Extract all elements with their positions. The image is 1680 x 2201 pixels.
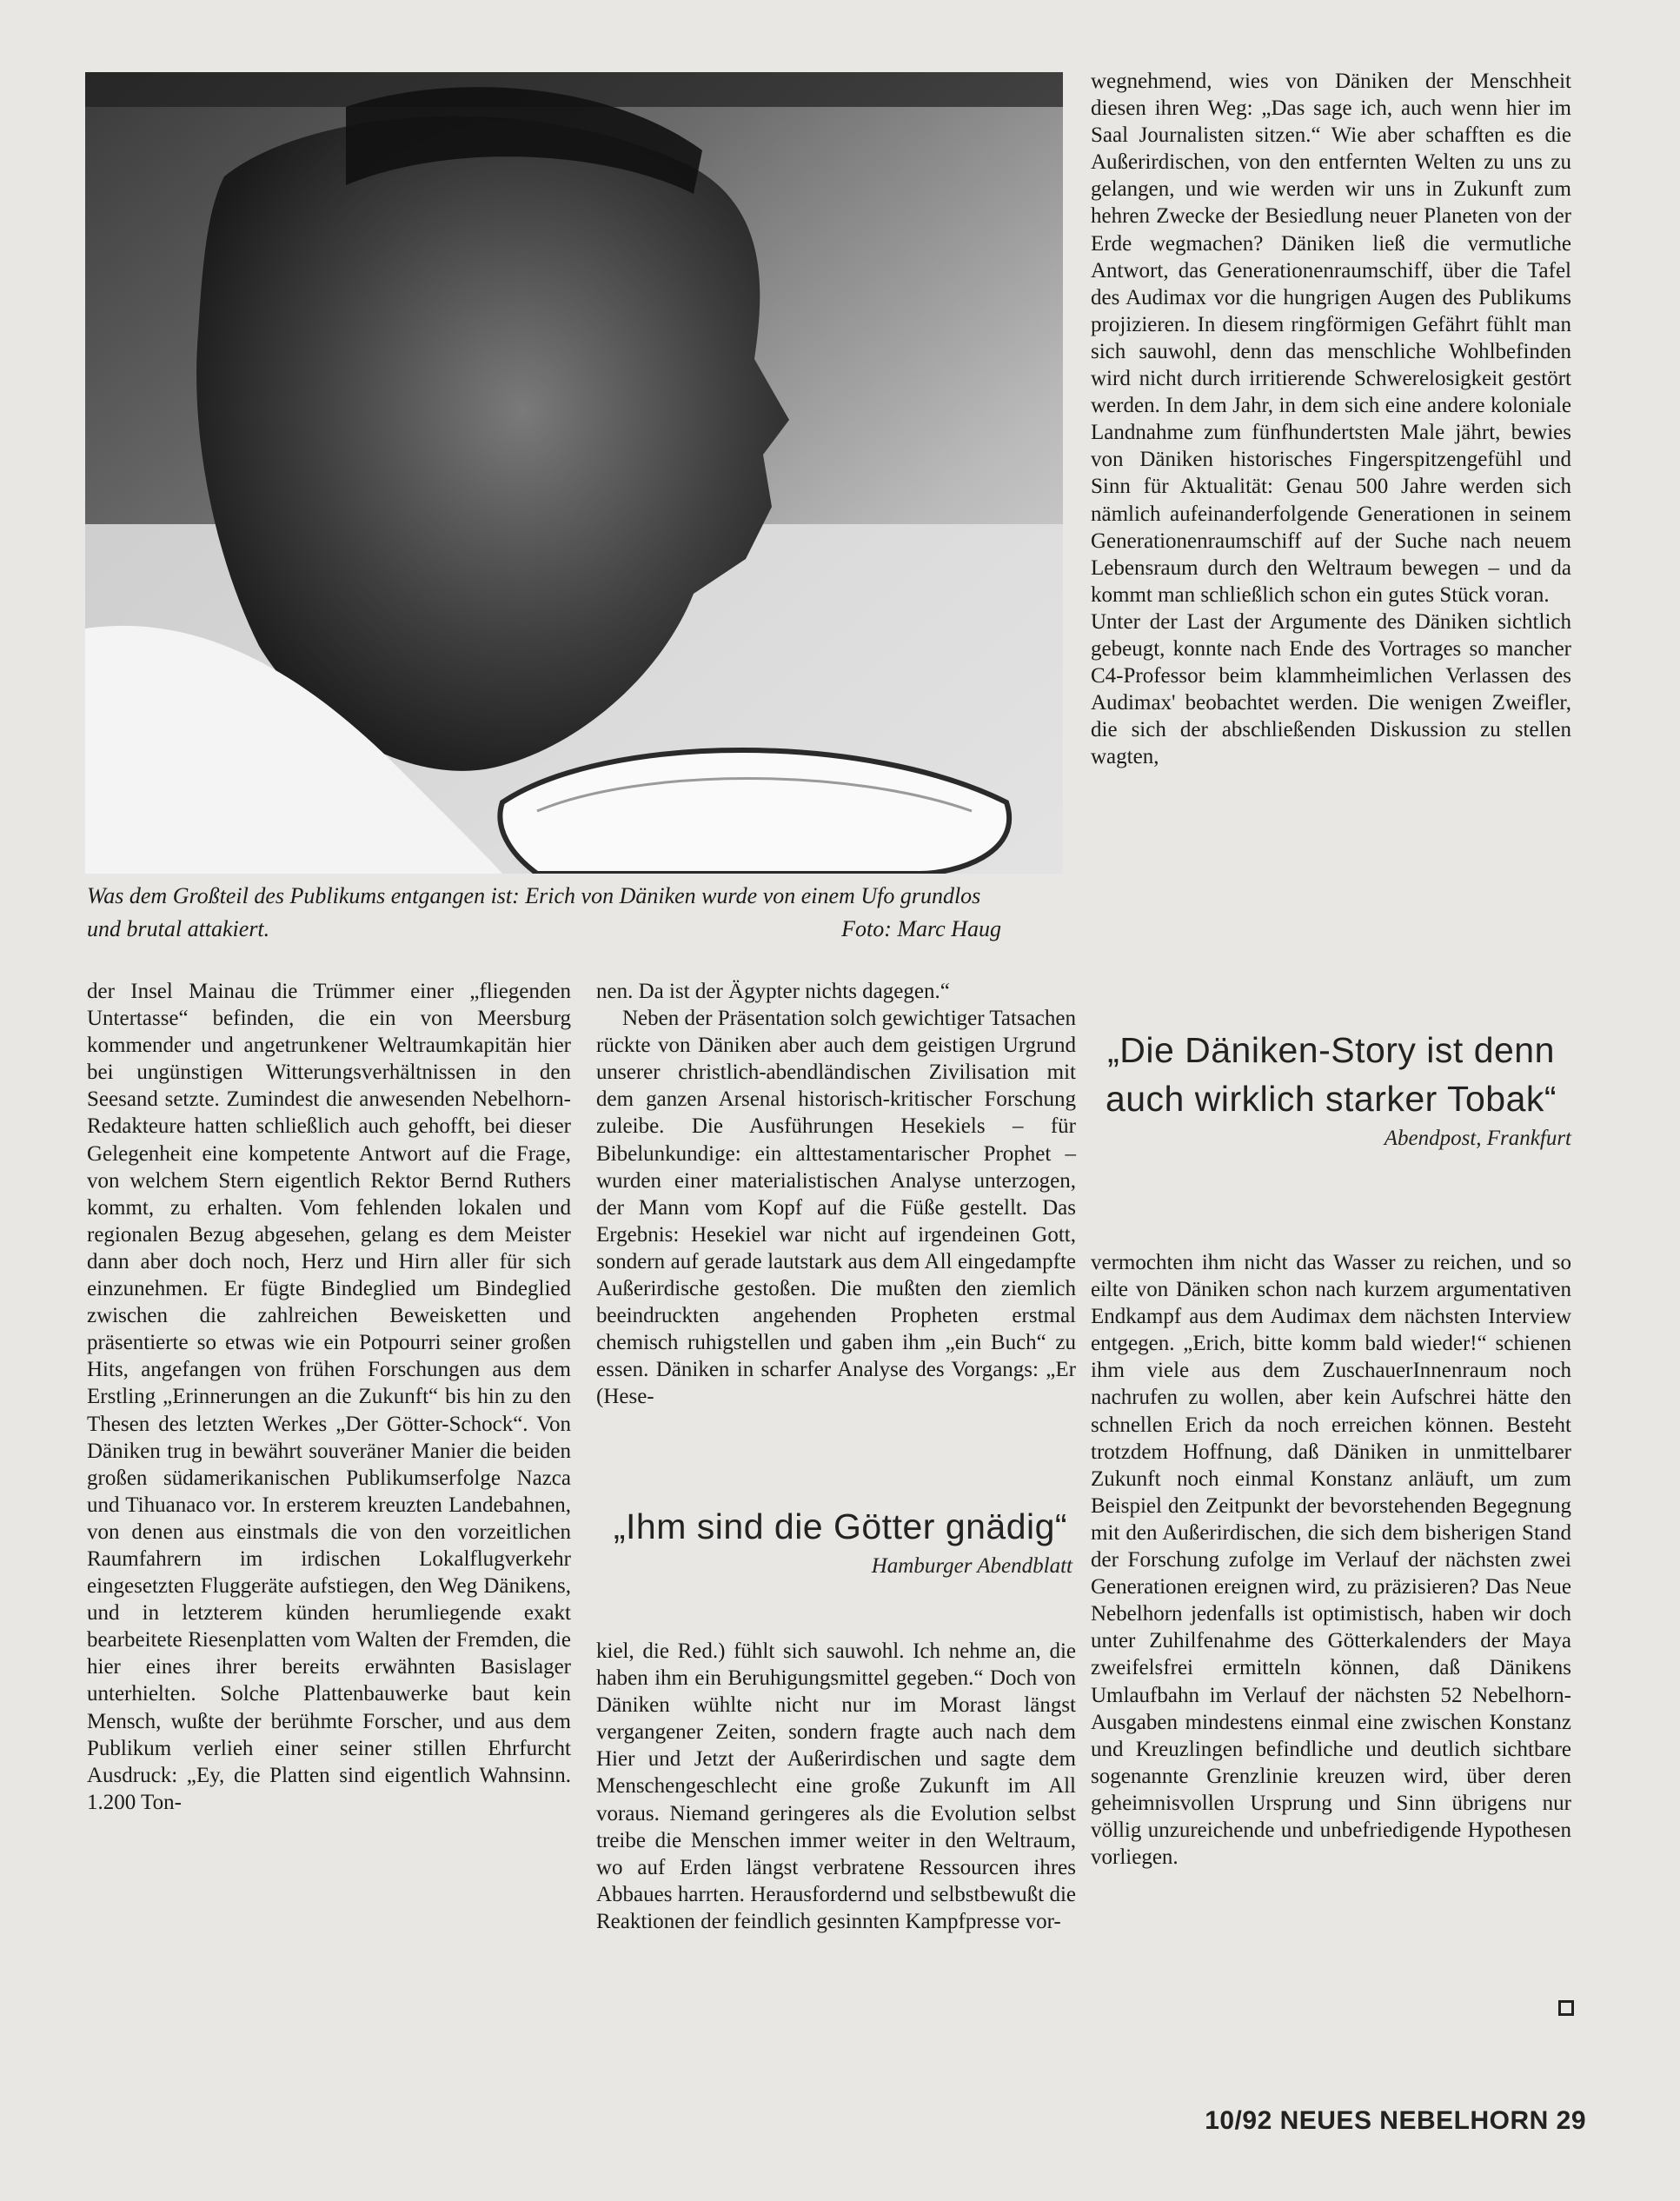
article-column-3-top xyxy=(1091,68,1571,770)
paragraph: nen. Da ist der Ägypter nichts dagegen.“ xyxy=(596,980,950,1003)
paragraph: Unter der Last der Argumente des Däniken sichtlich gebeugt, konnte nach Ende des Vortrages so mancher C4-Professor beim klammheimlichen Verlassen des Audimax' beobachtet werden. Die wenigen Zweifler, die sich der abschließenden Diskussion zu stellen wagten, xyxy=(1091,609,1571,769)
page-footer: 10/92 NEUES NEBELHORN 29 xyxy=(1205,2106,1586,2135)
article-column-2-top xyxy=(596,978,1076,1411)
caption-text: Was dem Großteil des Publikums entgangen ist: Erich von Däniken wurde von einem Ufo grundlos und brutal attakiert. xyxy=(87,883,981,941)
article-column-1 xyxy=(87,978,571,1816)
paragraph: der Insel Mainau die Trümmer einer „fliegenden Untertasse“ befinden, die ein von Meersburg kommender und angetrunkener Weltraumkapitän hier bei ungünstigen Witterungsverhältnissen in den Seesand setzte. Zumindest die anwesenden Nebelhorn-Redakteure hatten schließlich auch gehofft, bei dieser Gelegenheit eine kompetente Antwort auf die Frage, von welchem Stern eigentlich Rektor Bernd Ruthers kommt, zu erhalten. Vom fehlenden lokalen und regionalen Bezug abgesehen, gelang es dem Meister dann aber doch noch, Herz und Hirn aller für sich einzunehmen. Er fügte Bindeglied um Bindeglied zwischen die zahlreichen Beweisketten und präsentierte so etwas wie ein Potpourri seiner großen Hits, angefangen von frühen Forschungen aus dem Erstling „Erinnerungen an die Zukunft“ bis hin zu den Thesen des letzten Werkes „Der Götter-Schock“. Von Däniken trug in bewährt souveräner Manier die beiden großen südamerikanischen Publikumserfolge Nazca und Tihuanaco vor. In ersterem kreuzten Landebahnen, von denen aus einstmals die von den vorzeitlichen Raumfahrern im irdischen Lokalflugverkehr eingesetzten Fluggeräte aufstiegen, den Weg Dänikens, und in letzterem künden herumliegende exakt bearbeitete Riesenplatten vom Walten der Fremden, die hier eines ihrer bereits erwähnten Basislager unterhielten. Solche Plattenbauwerke baut kein Mensch, wußte der berühmte Forscher, und aus dem Publikum verlieh einer seiner stillen Ehrfurcht Ausdruck: „Ey, die Platten sind eigentlich Wahnsinn. 1.200 Ton- xyxy=(87,980,571,1814)
portrait-photo xyxy=(85,72,1063,874)
pull-quote-source: Abendpost, Frankfurt xyxy=(1384,1127,1571,1150)
pull-quote-1 xyxy=(608,1502,1072,1579)
paragraph: kiel, die Red.) fühlt sich sauwohl. Ich nehme an, die haben ihm ein Beruhigungsmittel gegeben.“ Doch von Däniken wühlte nicht nur im Morast längst vergangener Zeiten, sondern fragte auch nach dem Hier und Jetzt der Außerirdischen und sagte dem Menschengeschlecht eine große Zukunft im All voraus. Niemand geringeres als die Evolution selbst treibe die Menschen immer weiter in den Weltraum, wo auf Erden längst verbratene Ressourcen ihres Abbaues harrten. Herausfordernd und selbstbewußt die Reaktionen der feindlich gesinnten Kampfpresse vor- xyxy=(596,1639,1076,1933)
photo-credit: Foto: Marc Haug xyxy=(841,916,1001,941)
article-column-2-bottom xyxy=(596,1638,1076,1935)
pull-quote-2 xyxy=(1091,1026,1571,1151)
photo-caption xyxy=(87,880,999,946)
pull-quote-text: „Die Däniken-Story ist denn auch wirklich starker Tobak“ xyxy=(1105,1030,1557,1119)
end-of-article-icon xyxy=(1558,2000,1574,2016)
paragraph: wegnehmend, wies von Däniken der Menschheit diesen ihren Weg: „Das sage ich, auch wenn hier im Saal Journalisten sitzen.“ Wie aber schafften es die Außerirdischen, von den entfernten Welten zu uns zu gelangen, und wie werden wir uns in Zukunft zum hehren Zwecke der Besiedlung neuer Planeten von der Erde wegmachen? Däniken ließ die vermutliche Antwort, das Generationenraumschiff, über die Tafel des Audimax vor die hungrigen Augen des Publikums projizieren. In diesem ringförmigen Gefährt fühlt man sich sauwohl, denn das menschliche Wohlbefinden wird nicht durch irritierende Schwerelosigkeit gestört werden. In dem Jahr, in dem sich eine andere koloniale Landnahme zum fünfhundertsten Male jährt, bewies von Däniken historisches Fingerspitzengefühl und Sinn für Aktualität: Genau 500 Jahre werden sich nämlich aufeinanderfolgende Generationen in seinem Generationenraumschiff auf der Suche nach neuem Lebensraum durch den Weltraum bewegen – und da kommt man schließlich schon ein gutes Stück voran. xyxy=(1091,70,1571,607)
paragraph: vermochten ihm nicht das Wasser zu reichen, und so eilte von Däniken schon nach kurzem argumentativen Endkampf aus dem Audimax dem nächsten Interview entgegen. „Erich, bitte komm bald wieder!“ schienen ihm viele aus dem ZuschauerInnenraum noch nachrufen zu wollen, aber kein Aufschrei hätte den schnellen Erich da noch erreichen können. Besteht trotzdem Hoffnung, daß Däniken in unmittelbarer Zukunft noch einmal Konstanz anläuft, um zum Beispiel den Zeitpunkt der bevorstehenden Begegnung mit den Außerirdischen, die sich dem bisherigen Stand der Forschung zufolge im Verlauf der nächsten zwei Generationen ereignen wird, zu präzisieren? Das Neue Nebelhorn jedenfalls ist optimistisch, haben wir doch unter Zuhilfenahme des Götterkalenders der Maya zweifelsfrei ermitteln können, daß Dänikens Umlaufbahn im Verlauf der nächsten 52 Nebelhorn-Ausgaben mindestens einmal eine zwischen Konstanz und Kreuzlingen befindliche und deutlich sichtbare sogenannte Grenzlinie kreuzen wird, über deren geheimnisvollen Ursprung und Sinn übrigens nur völlig unzureichende und unbefriedigende Hypothesen vorliegen. xyxy=(1091,1251,1571,1870)
pull-quote-source: Hamburger Abendblatt xyxy=(871,1554,1072,1578)
article-column-3-bottom xyxy=(1091,1249,1571,1871)
portrait-photo-drawing xyxy=(85,72,1063,874)
pull-quote-text: „Ihm sind die Götter gnädig“ xyxy=(613,1506,1068,1546)
paragraph: Neben der Präsentation solch gewichtiger Tatsachen rückte von Däniken aber auch dem geistigen Urgrund unserer christlich-abendländischen Zivilisation mit dem ganzen Arsenal historisch-kritischer Forschung zuleibe. Die Ausführungen Hesekiels – für Bibelunkundige: ein alttestamentarischer Prophet – wurden einer materialistischen Analyse unterzogen, der Mann vom Kopf auf die Füße gestellt. Das Ergebnis: Hesekiel war nicht auf irgendeinen Gott, sondern auf gerade lautstark aus dem All eingedampfte Außerirdische gestoßen. Die mußten den ziemlich beeindruckten angehenden Propheten erstmal chemisch ruhigstellen und gaben ihm „ein Buch“ zu essen. Däniken in scharfer Analyse des Vorgangs: „Er (Hese- xyxy=(596,1007,1076,1409)
